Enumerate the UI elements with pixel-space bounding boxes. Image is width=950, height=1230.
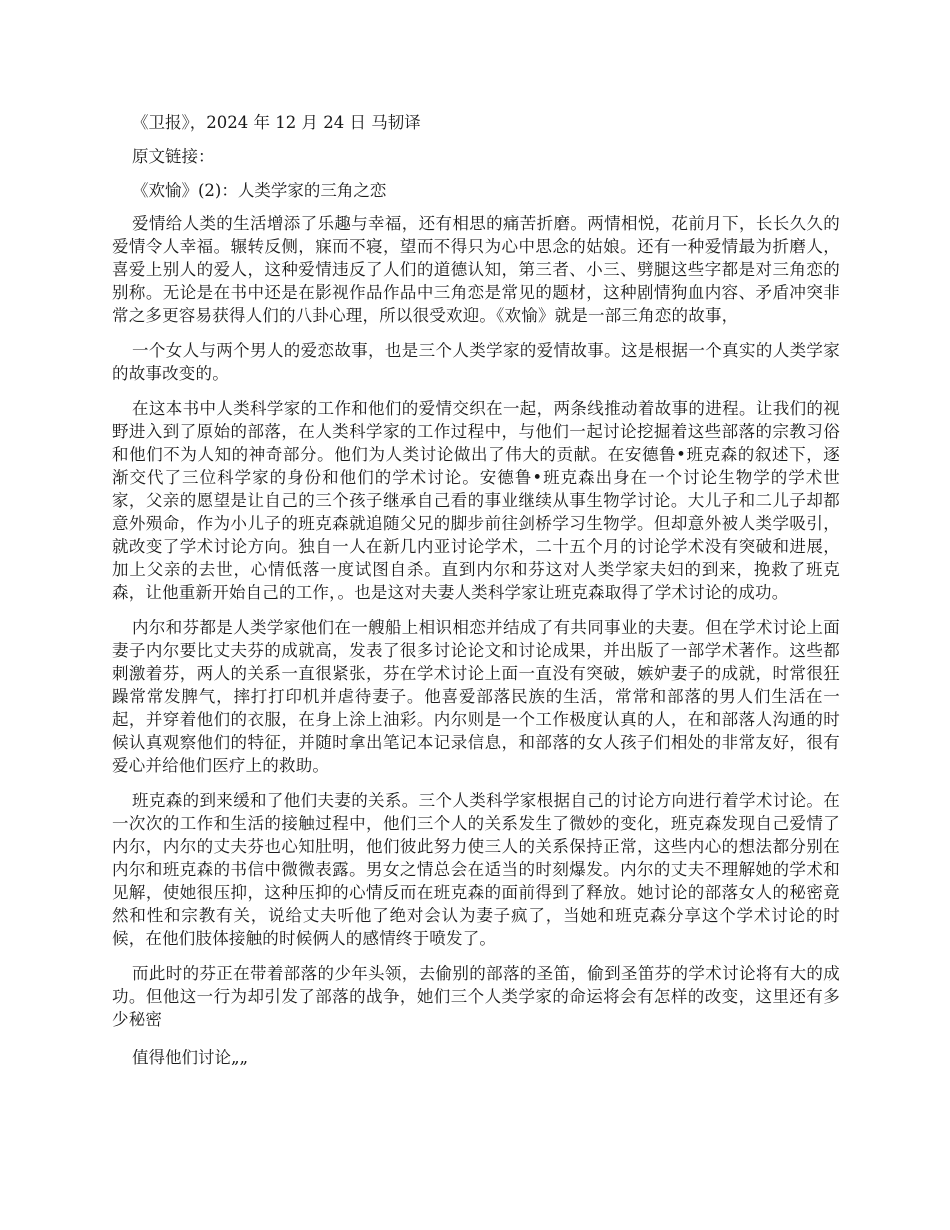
original-link-label: 原文链接：	[132, 147, 215, 166]
paragraph: 在这本书中人类科学家的工作和他们的爱情交织在一起，两条线推动着故事的进程。让我们的视野进入到了原始的部落，在人类科学家的工作过程中，与他们一起讨论挖掘着这些部落的宗教习俗和他们不为人知的神奇部分。他们为人类讨论做出了伟大的贡献。在安德鲁•班克森的叙述下，逐渐交代了三位科学家的身份和他们的学术讨论。安德鲁•班克森出身在一个讨论生物学的学术世家，父亲的愿望是让自己的三个孩子继承自己看的事业继续从事生物学讨论。大儿子和二儿子却都意外殒命，作为小儿子的班克森就追随父兄的脚步前往剑桥学习生物学。但却意外被人类学吸引，就改变了学术讨论方向。独自一人在新几内亚讨论学术，二十五个月的讨论学术没有突破和进展，加上父亲的去世，心情低落一度试图自杀。直到内尔和芬这对人类学家夫妇的到来，挽救了班克森，让他重新开始自己的工作，。也是这对夫妻人类科学家让班克森取得了学术讨论的成功。	[112, 399, 840, 602]
article-title: 《欢愉》(2)：人类学家的三角之恋	[132, 181, 387, 200]
paragraph: 班克森的到来缓和了他们夫妻的关系。三个人类科学家根据自己的讨论方向进行着学术讨论。在一次次的工作和生活的接触过程中，他们三个人的关系发生了微妙的变化，班克森发现自己爱情了内尔，内尔的丈夫芬也心知肚明，他们彼此努力使三人的关系保持正常，这些内心的想法都分别在内尔和班克森的书信中微微表露。男女之情总会在适当的时刻爆发。内尔的丈夫不理解她的学术和见解，使她很压抑，这种压抑的心情反而在班克森的面前得到了释放。她讨论的部落女人的秘密竟然和性和宗教有关，说给丈夫听他了绝对会认为妻子疯了，当她和班克森分享这个学术讨论的时候，在他们肢体接触的时候俩人的感情终于喷发了。	[112, 791, 840, 948]
source-line: 《卫报》，2024 年 12 月 24 日 马韧译	[132, 113, 421, 132]
paragraph: 内尔和芬都是人类学家他们在一艘船上相识相恋并结成了有共同事业的夫妻。但在学术讨论上面妻子内尔要比丈夫芬的成就高，发表了很多讨论论文和讨论成果，并出版了一部学术著作。这些都刺激着芬，两人的关系一直很紧张，芬在学术讨论上面一直没有突破，嫉妒妻子的成就，时常很狂躁常常发脾气，摔打打印机并虐待妻子。他喜爱部落民族的生活，常常和部落的男人们生活在一起，并穿着他们的衣服，在身上涂上油彩。内尔则是一个工作极度认真的人，在和部落人沟通的时候认真观察他们的特征，并随时拿出笔记本记录信息，和部落的女人孩子们相处的非常友好，很有爱心并给他们医疗上的救助。	[112, 618, 840, 775]
paragraph: 而此时的芬正在带着部落的少年头领，去偷别的部落的圣笛，偷到圣笛芬的学术讨论将有大的成功。但他这一行为却引发了部落的战争，她们三个人类学家的命运将会有怎样的改变，这里还有多少秘密	[112, 964, 840, 1029]
closing-line: 值得他们讨论„„	[132, 1048, 249, 1067]
document-page	[112, 108, 840, 1090]
paragraph: 一个女人与两个男人的爱恋故事，也是三个人类学家的爱情故事。这是根据一个真实的人类学家的故事改变的。	[112, 341, 840, 383]
paragraph: 爱情给人类的生活增添了乐趣与幸福，还有相思的痛苦折磨。两情相悦，花前月下，长长久久的爱情令人幸福。辗转反侧，寐而不寝，望而不得只为心中思念的姑娘。还有一种爱情最为折磨人，喜爱上别人的爱人，这种爱情违反了人们的道德认知，第三者、小三、劈腿这些字都是对三角恋的别称。无论是在书中还是在影视作品作品中三角恋是常见的题材，这种剧情狗血内容、矛盾冲突非常之多更容易获得人们的八卦心理，所以很受欢迎。《欢愉》就是一部三角恋的故事，	[112, 214, 840, 325]
